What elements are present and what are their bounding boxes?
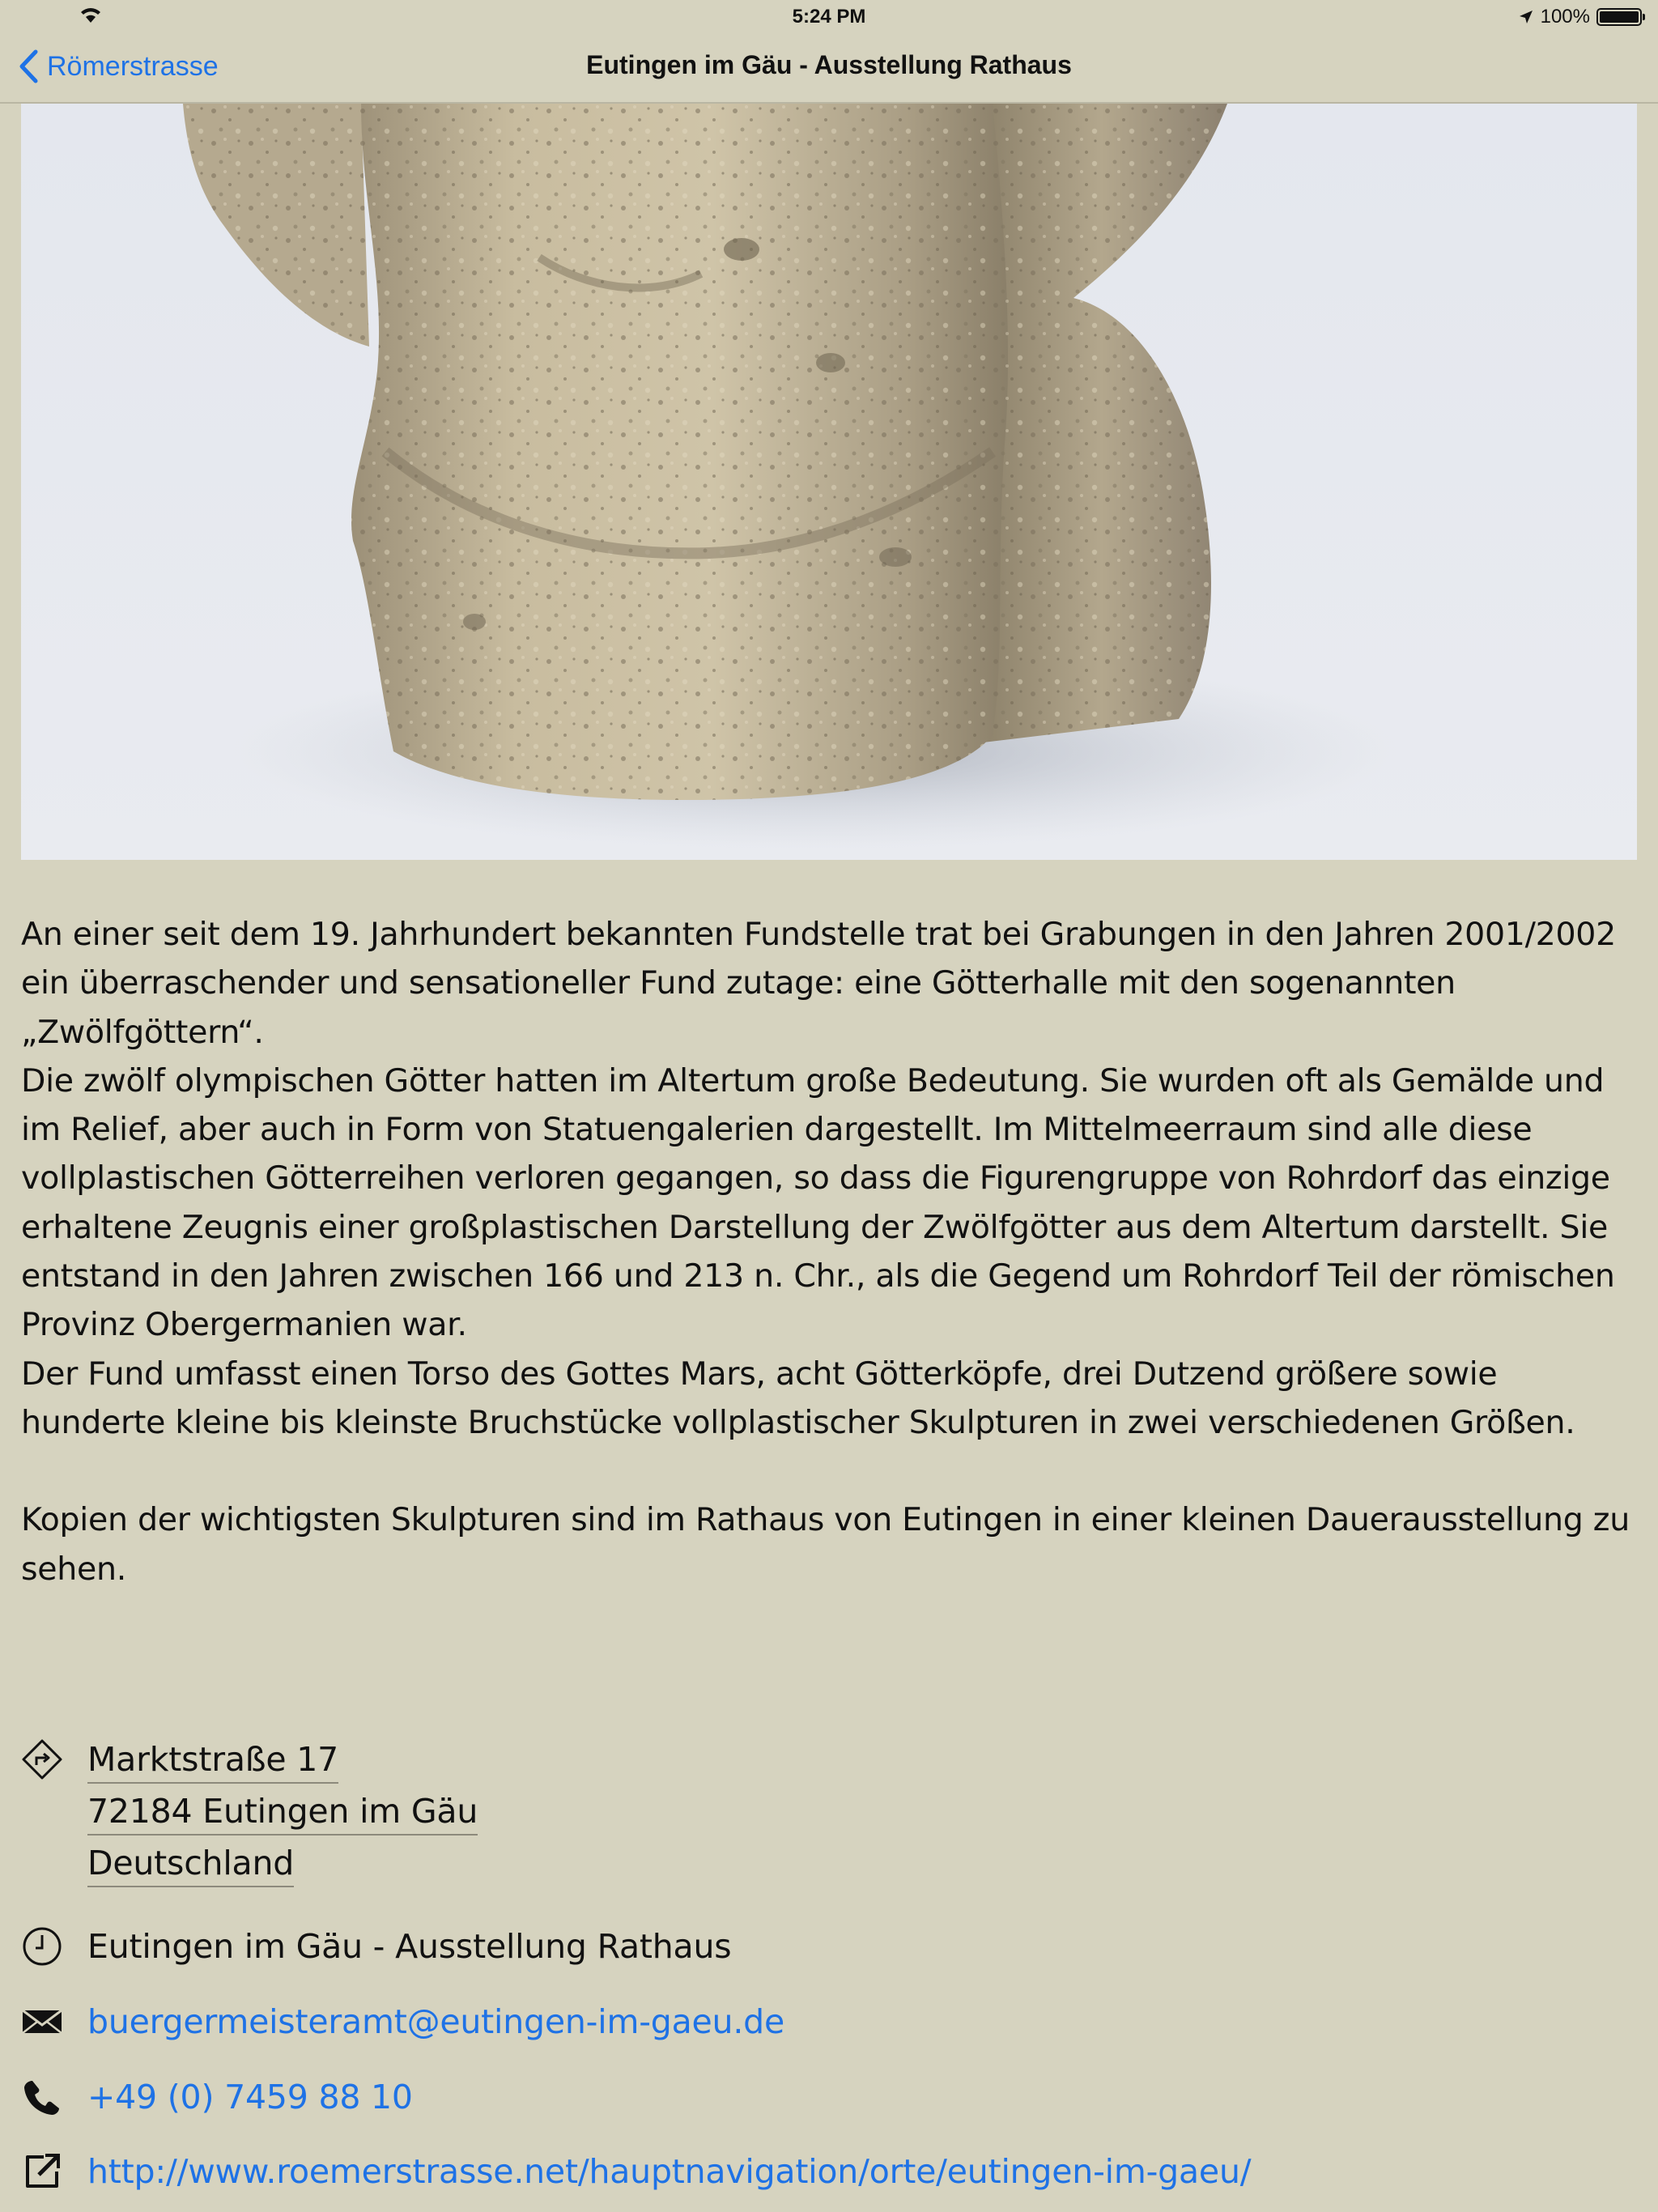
navigation-bar <box>0 32 1658 104</box>
address-street: Marktstraße 17 <box>87 1737 338 1784</box>
address-country: Deutschland <box>87 1840 294 1887</box>
address <box>87 1735 478 1891</box>
description-paragraph: Kopien der wichtigsten Skulpturen sind im Rathaus von Eutingen in einer kleinen Dauerausstellung zu sehen. <box>21 1501 1630 1588</box>
address-city: 72184 Eutingen im Gäu <box>87 1789 478 1836</box>
description <box>21 910 1640 1593</box>
status-bar <box>0 0 1658 32</box>
location-arrow-icon <box>1518 9 1534 25</box>
page-title: Eutingen im Gäu - Ausstellung Rathaus <box>586 50 1072 79</box>
mail-icon <box>21 2001 63 2043</box>
phone-link[interactable]: +49 (0) 7459 88 10 <box>87 2078 413 2116</box>
clock-icon <box>21 1925 63 1967</box>
battery-percent: 100% <box>1540 6 1590 28</box>
hours-text: Eutingen im Gäu - Ausstellung Rathaus <box>87 1927 732 1966</box>
hours-row <box>21 1922 731 1972</box>
address-row[interactable] <box>21 1735 478 1891</box>
website-row[interactable] <box>21 2147 1251 2197</box>
paragraph-spacer <box>21 1447 1640 1495</box>
email-link[interactable]: buergermeisteramt@eutingen-im-gaeu.de <box>87 2002 785 2041</box>
battery-icon <box>1596 8 1642 26</box>
external-link-icon <box>21 2150 63 2193</box>
sculpture-image <box>21 104 1637 860</box>
phone-icon <box>21 2076 63 2118</box>
description-paragraph: Die zwölf olympischen Götter hatten im Altertum große Bedeutung. Sie wurden oft als Gemälde und im Relief, aber auch in Form von Statuengalerien dargestellt. Im Mittelmeerraum sind alle diese vollplastischen Götterreihen verloren gegangen, so dass die Figurengruppe von Rohrdorf das einzige erhaltene Zeugnis einer großplastischen Darstellung der Zwölfgötter aus dem Altertum darstellt. Sie entstand in den Jahren zwischen 166 und 213 n. Chr., als die Gegend um Rohrdorf Teil der römischen Provinz Obergermanien war. <box>21 1061 1615 1344</box>
back-button-label: Römerstrasse <box>47 50 219 82</box>
directions-icon <box>21 1738 63 1780</box>
email-row[interactable] <box>21 1997 784 2047</box>
status-time: 5:24 PM <box>792 6 866 28</box>
description-paragraph: Der Fund umfasst einen Torso des Gottes Mars, acht Götterköpfe, drei Dutzend größere sowie hunderte kleine bis kleinste Bruchstücke vollplastischer Skulpturen in zwei verschiedenen Größen. <box>21 1355 1575 1441</box>
website-link[interactable]: http://www.roemerstrasse.net/hauptnavigation/orte/eutingen-im-gaeu/ <box>87 2152 1252 2191</box>
status-right <box>1518 6 1642 28</box>
description-paragraph: An einer seit dem 19. Jahrhundert bekannten Fundstelle trat bei Grabungen in den Jahren 2001/2002 ein überraschender und sensationeller Fund zutage: eine Götterhalle mit den sogenannten „Zwölfgöttern“. <box>21 916 1616 1051</box>
phone-row[interactable] <box>21 2073 413 2122</box>
